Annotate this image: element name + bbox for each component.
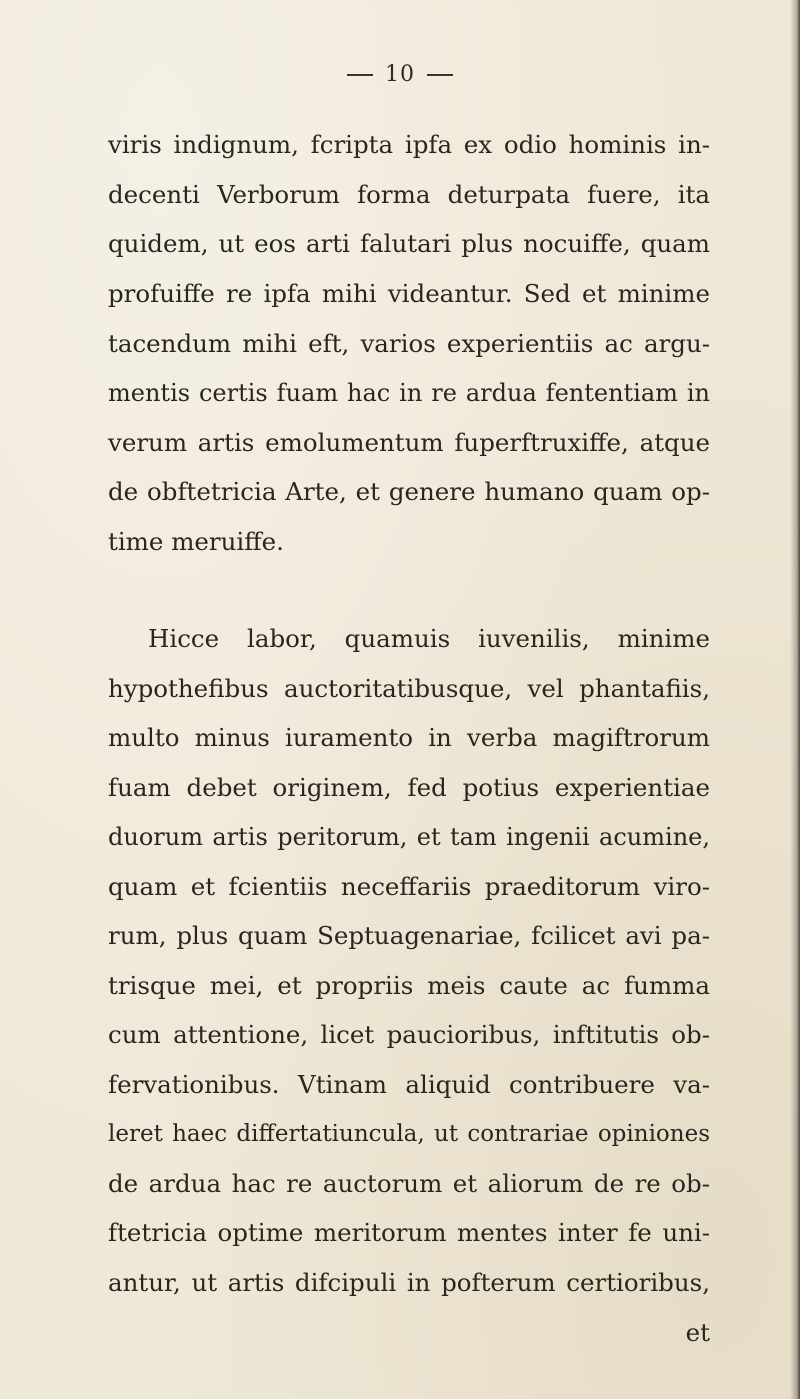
text-line: decenti Verborum forma deturpata fuere, ita (108, 180, 710, 209)
text-line: duorum artis peritorum, et tam ingenii acumine, (108, 823, 710, 851)
text-line: de obftetricia Arte, et genere humano quam op- (108, 477, 710, 506)
header-dash-right (427, 74, 453, 76)
text-line: Hicce labor, quamuis iuvenilis, minime (148, 624, 710, 653)
page-header (0, 62, 800, 87)
text-line: de ardua hac re auctorum et aliorum de re ob- (108, 1169, 710, 1198)
text-line: verum artis emolumentum fuperftruxiffe, atque (108, 428, 710, 457)
header-dash-left (347, 74, 373, 76)
text-line: quam et fcientiis neceffariis praeditorum viro- (108, 872, 710, 901)
text-line: rum, plus quam Septuagenariae, fcilicet avi pa- (108, 921, 710, 950)
text-line: ftetricia optime meritorum mentes inter fe uni- (108, 1218, 710, 1247)
text-line: quidem, ut eos arti falutari plus nocuiffe, quam (108, 229, 710, 258)
text-line: antur, ut artis difcipuli in pofterum certioribus, (108, 1268, 710, 1297)
text-line: profuiffe re ipfa mihi videantur. Sed et minime (108, 279, 710, 308)
text-line: fuam debet originem, fed potius experientiae (108, 773, 710, 802)
page-number: 10 (385, 62, 415, 87)
text-line: cum attentione, licet paucioribus, inftitutis ob- (108, 1020, 710, 1049)
catchword: et (685, 1318, 710, 1347)
text-line: multo minus iuramento in verba magiftrorum (108, 723, 710, 752)
page-edge-shadow (790, 0, 800, 1399)
text-line: fervationibus. Vtinam aliquid contribuere va- (108, 1070, 710, 1099)
text-line: hypothefibus auctoritatibusque, vel phantafiis, (108, 674, 710, 703)
text-line: time meruiffe. (108, 527, 284, 556)
text-line: tacendum mihi eft, varios experientiis ac argu- (108, 329, 710, 358)
text-line: viris indignum, fcripta ipfa ex odio hominis in- (108, 130, 710, 159)
text-line: trisque mei, et propriis meis caute ac fumma (108, 971, 710, 1000)
text-line: mentis certis fuam hac in re ardua fententiam in (108, 379, 710, 407)
text-line: leret haec differtatiuncula, ut contrariae opiniones (108, 1121, 710, 1147)
